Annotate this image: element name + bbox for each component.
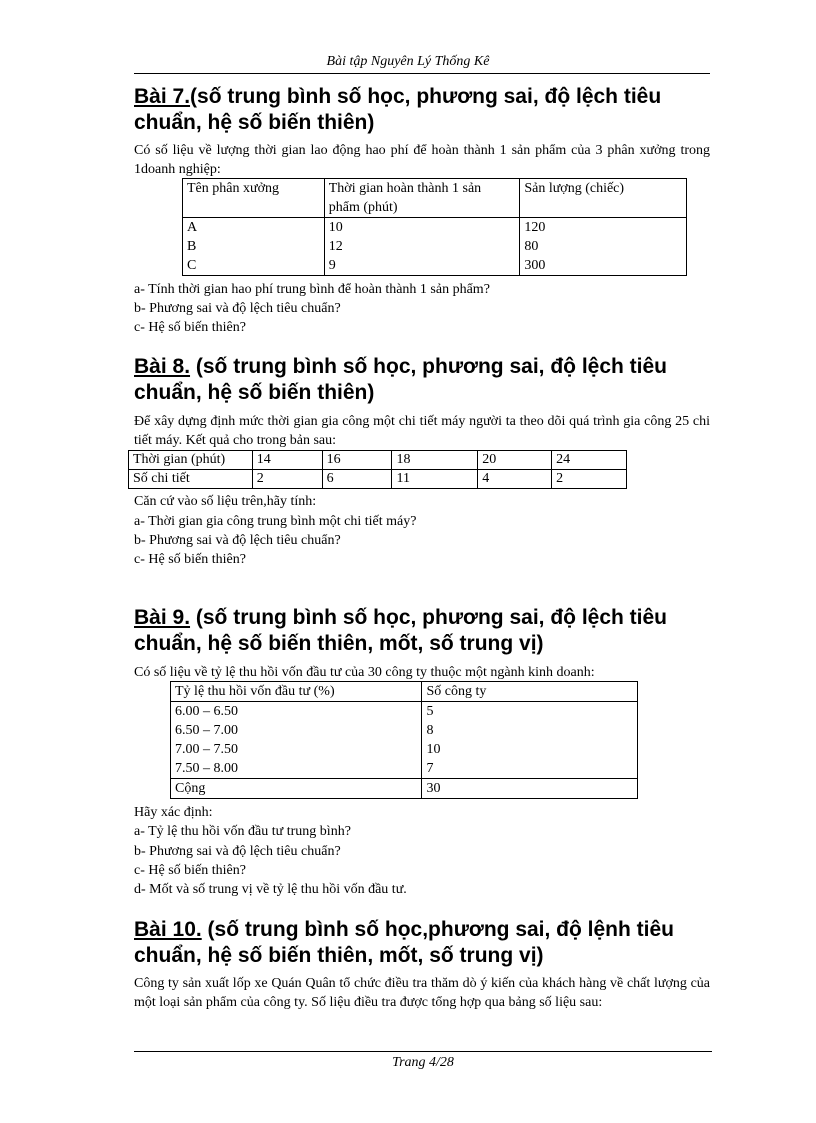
table-total-row [171, 779, 638, 799]
table-cell: 80 [520, 237, 687, 256]
table-row [183, 237, 687, 256]
bai7-intro: Có số liệu về lượng thời gian lao động hao phí để hoàn thành 1 sản phẩm của 3 phân xưởng trong 1doanh nghiệp: [134, 143, 710, 177]
table-cell: 16 [322, 451, 392, 470]
table-cell: 120 [520, 218, 687, 238]
table-row [129, 470, 627, 489]
bai10-title [134, 917, 714, 969]
table-cell: 10 [324, 218, 520, 238]
table-cell: 6.50 – 7.00 [171, 721, 422, 740]
table-cell: 18 [392, 451, 478, 470]
table-cell: 5 [422, 702, 638, 722]
bai7-question-a: a- Tính thời gian hao phí trung bình để hoàn thành 1 sản phẩm? [134, 282, 490, 297]
bai9-question-a: a- Tỷ lệ thu hồi vốn đầu tư trung bình? [134, 824, 351, 839]
bai10-title-text: (số trung bình số học,phương sai, độ lệnh tiêu chuẩn, hệ số biến thiên, mốt, số trung vị) [134, 918, 675, 967]
table-header-cell: Thời gian hoàn thành 1 sản phẩm (phút) [324, 179, 520, 218]
bai9-title [134, 605, 714, 657]
bai8-title [134, 354, 714, 406]
bai7-title-text: (số trung bình số học, phương sai, độ lệch tiêu chuẩn, hệ số biến thiên) [134, 85, 662, 134]
table-cell: 6.00 – 6.50 [171, 702, 422, 722]
bai9-question-c: c- Hệ số biến thiên? [134, 863, 246, 878]
bai9-question-b: b- Phương sai và độ lệch tiêu chuẩn? [134, 844, 341, 859]
bai8-table [128, 450, 627, 489]
table-header-cell: Sản lượng (chiếc) [520, 179, 687, 218]
bai8-number: Bài 8. [134, 355, 191, 378]
page-header: Bài tập Nguyên Lý Thống Kê [326, 54, 490, 69]
bai7-question-c: c- Hệ số biến thiên? [134, 320, 246, 335]
bai9-number: Bài 9. [134, 606, 191, 629]
bai8-question-c: c- Hệ số biến thiên? [134, 552, 246, 567]
table-cell: Thời gian (phút) [129, 451, 253, 470]
bai9-intro: Có số liệu về tỷ lệ thu hồi vốn đầu tư của 30 công ty thuộc một ngành kinh doanh: [134, 665, 595, 680]
table-cell: 9 [324, 256, 520, 276]
bai8-lead: Căn cứ vào số liệu trên,hãy tính: [134, 494, 317, 509]
table-row [171, 702, 638, 722]
table-cell: Cộng [171, 779, 422, 799]
table-cell: 10 [422, 740, 638, 759]
table-cell: 14 [252, 451, 322, 470]
footer-rule [134, 1051, 712, 1052]
bai9-lead: Hãy xác định: [134, 805, 213, 820]
table-header-row [171, 682, 638, 702]
bai9-question-d: d- Mốt và số trung vị về tỷ lệ thu hồi vốn đầu tư. [134, 882, 407, 897]
bai7-title [134, 84, 714, 136]
table-row [129, 451, 627, 470]
table-cell: 2 [552, 470, 627, 489]
table-cell: 30 [422, 779, 638, 799]
bai8-question-b: b- Phương sai và độ lệch tiêu chuẩn? [134, 533, 341, 548]
table-header-cell: Tên phân xưởng [183, 179, 325, 218]
bai8-intro: Để xây dựng định mức thời gian gia công một chi tiết máy người ta theo dõi quá trình gia công 25 chi tiết máy. Kết quả cho trong bản sau: [134, 414, 710, 448]
bai9-title-text: (số trung bình số học, phương sai, độ lệch tiêu chuẩn, hệ số biến thiên, mốt, số trung vị) [134, 606, 668, 655]
table-cell: 2 [252, 470, 322, 489]
table-cell: 7.50 – 8.00 [171, 759, 422, 779]
bai7-question-b: b- Phương sai và độ lệch tiêu chuẩn? [134, 301, 341, 316]
table-cell: 11 [392, 470, 478, 489]
table-row [183, 256, 687, 276]
table-cell: 12 [324, 237, 520, 256]
bai10-number: Bài 10. [134, 918, 202, 941]
table-row [171, 721, 638, 740]
page-footer: Trang 4/28 [392, 1055, 454, 1070]
bai7-table [182, 178, 687, 276]
table-cell: 300 [520, 256, 687, 276]
table-cell: 7 [422, 759, 638, 779]
table-row [171, 759, 638, 779]
bai10-intro: Công ty sản xuất lốp xe Quán Quân tổ chức điều tra thăm dò ý kiến của khách hàng về chất lượng của một loại sản phẩm của công ty. Số liệu điều tra được tổng hợp qua bảng số liệu sau: [134, 976, 710, 1010]
table-cell: 24 [552, 451, 627, 470]
bai9-table [170, 681, 638, 799]
table-cell: 8 [422, 721, 638, 740]
table-cell: A [183, 218, 325, 238]
bai7-number: Bài 7. [134, 85, 191, 108]
table-header-cell: Tỷ lệ thu hồi vốn đầu tư (%) [171, 682, 422, 702]
table-header-cell: Số công ty [422, 682, 638, 702]
table-cell: 7.00 – 7.50 [171, 740, 422, 759]
bai8-title-text: (số trung bình số học, phương sai, độ lệch tiêu chuẩn, hệ số biến thiên) [134, 355, 668, 404]
header-rule [134, 73, 710, 74]
table-cell: 20 [478, 451, 552, 470]
table-cell: 4 [478, 470, 552, 489]
bai8-question-a: a- Thời gian gia công trung bình một chi tiết máy? [134, 514, 417, 529]
table-header-row [183, 179, 687, 218]
table-row [183, 218, 687, 238]
table-cell: Số chi tiết [129, 470, 253, 489]
table-cell: B [183, 237, 325, 256]
table-cell: C [183, 256, 325, 276]
table-row [171, 740, 638, 759]
table-cell: 6 [322, 470, 392, 489]
